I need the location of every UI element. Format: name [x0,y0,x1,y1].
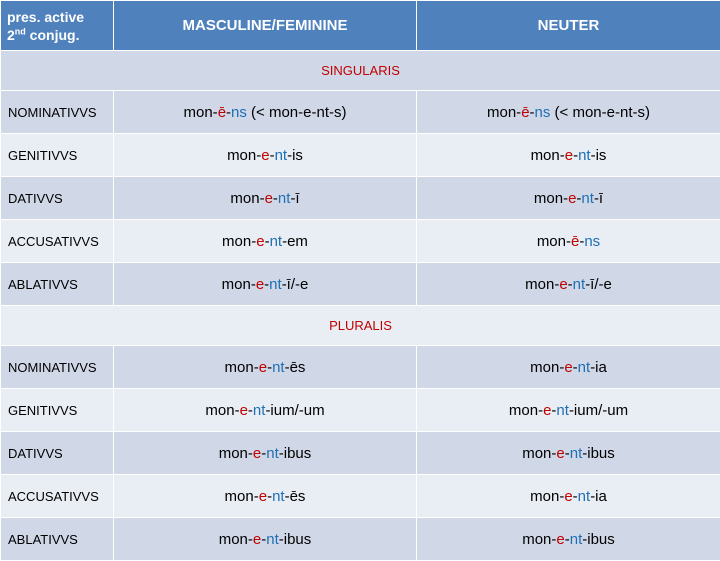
masculine-feminine-form [114,346,417,389]
case-row [1,389,720,432]
case-row [1,518,720,561]
case-row [1,475,720,518]
form-segment: -ibus [279,531,312,548]
neuter-form [417,134,720,177]
case-row [1,134,720,177]
participle-suffix: nt [266,445,279,462]
case-name: DATIVVS [1,177,114,220]
case-name: GENITIVVS [1,134,114,177]
participle-suffix: nt [573,276,586,293]
participle-suffix: ns [231,104,247,121]
form-segment: mon- [230,190,264,207]
form-segment: - [264,276,269,293]
participle-suffix: nt [570,445,583,462]
participle-suffix: nt [253,402,266,419]
form-segment: mon- [509,402,543,419]
section-label: SINGULARIS [1,51,720,91]
form-segment: mon- [225,359,259,376]
masculine-feminine-form [114,432,417,475]
form-segment: mon- [531,147,565,164]
form-segment: mon- [219,445,253,462]
thematic-vowel: e [568,190,576,207]
thematic-vowel: ē [571,233,579,250]
masculine-feminine-form [114,134,417,177]
form-segment: - [573,147,578,164]
form-segment: - [568,276,573,293]
form-segment: - [248,402,253,419]
case-name: ACCUSATIVVS [1,475,114,518]
form-segment: -ēs [285,488,306,505]
thematic-vowel: e [259,488,267,505]
masculine-feminine-form [114,263,417,306]
form-segment: - [226,104,231,121]
neuter-form [417,518,720,561]
form-segment: - [267,488,272,505]
form-segment: mon- [184,104,218,121]
form-segment: - [530,104,535,121]
thematic-vowel: e [559,276,567,293]
case-row [1,177,720,220]
masculine-feminine-form [114,177,417,220]
form-segment: -ēs [285,359,306,376]
form-segment: - [261,445,266,462]
form-segment: mon- [222,233,256,250]
form-segment: mon- [225,488,259,505]
neuter-form [417,91,720,134]
thematic-vowel: e [265,190,273,207]
case-name: ACCUSATIVVS [1,220,114,263]
neuter-form [417,346,720,389]
form-segment: -ibus [279,445,312,462]
thematic-vowel: e [253,445,261,462]
participle-suffix: ns [584,233,600,250]
form-segment: -ī [290,190,299,207]
corner-ordinal-suffix: nd [15,26,26,36]
form-segment: mon- [522,531,556,548]
participle-suffix: nt [272,359,285,376]
form-segment: mon- [227,147,261,164]
form-segment: - [551,402,556,419]
case-row [1,346,720,389]
form-segment: mon- [530,359,564,376]
thematic-vowel: e [543,402,551,419]
form-segment: mon- [525,276,559,293]
form-segment: -ibus [582,445,615,462]
case-name: ABLATIVVS [1,518,114,561]
form-segment: - [573,488,578,505]
column-header-neuter: NEUTER [417,1,720,51]
neuter-form [417,389,720,432]
participle-suffix: nt [578,147,591,164]
participle-suffix: nt [275,147,288,164]
form-segment: -ium/-um [569,402,628,419]
masculine-feminine-form [114,475,417,518]
form-segment: (< mon-e-nt-s) [247,104,347,121]
form-segment: -em [282,233,308,250]
form-segment: mon- [222,276,256,293]
participle-suffix: nt [556,402,569,419]
form-segment: - [270,147,275,164]
form-segment: -ī/-e [585,276,612,293]
participle-suffix: nt [578,359,591,376]
case-name: GENITIVVS [1,389,114,432]
form-segment: - [565,445,570,462]
thematic-vowel: ē [521,104,529,121]
corner-conjugation-label: conjug. [26,27,80,43]
form-segment: mon- [537,233,571,250]
form-segment: mon- [487,104,521,121]
case-row [1,432,720,475]
thematic-vowel: e [564,488,572,505]
declension-table-body [1,1,720,561]
thematic-vowel: e [240,402,248,419]
thematic-vowel: e [556,531,564,548]
header-row [1,1,720,51]
form-segment: mon- [530,488,564,505]
thematic-vowel: e [256,276,264,293]
form-segment: - [261,531,266,548]
form-segment: -ium/-um [265,402,324,419]
corner-title-line1: pres. active [7,9,84,25]
participle-suffix: nt [266,531,279,548]
neuter-form [417,432,720,475]
masculine-feminine-form [114,518,417,561]
participle-suffix: nt [578,488,591,505]
case-row [1,263,720,306]
form-segment: - [273,190,278,207]
form-segment: - [579,233,584,250]
form-segment: mon- [534,190,568,207]
form-segment: (< mon-e-nt-s) [550,104,650,121]
participle-suffix: nt [270,233,283,250]
neuter-form [417,220,720,263]
form-segment: mon- [219,531,253,548]
participle-suffix: nt [570,531,583,548]
thematic-vowel: e [259,359,267,376]
case-row [1,91,720,134]
participle-suffix: nt [272,488,285,505]
form-segment: - [576,190,581,207]
form-segment: -ia [590,359,607,376]
participle-suffix: nt [581,190,594,207]
thematic-vowel: e [565,147,573,164]
masculine-feminine-form [114,91,417,134]
case-name: DATIVVS [1,432,114,475]
participle-suffix: nt [269,276,282,293]
column-header-masculine-feminine: MASCULINE/FEMININE [114,1,417,51]
corner-title-line2 [7,27,79,43]
form-segment: -ibus [582,531,615,548]
case-name: NOMINATIVVS [1,91,114,134]
masculine-feminine-form [114,220,417,263]
form-segment: - [573,359,578,376]
form-segment: - [267,359,272,376]
case-name: NOMINATIVVS [1,346,114,389]
neuter-form [417,177,720,220]
thematic-vowel: e [564,359,572,376]
case-name: ABLATIVVS [1,263,114,306]
form-segment: - [565,531,570,548]
thematic-vowel: e [261,147,269,164]
form-segment: -ia [590,488,607,505]
corner-ordinal-number: 2 [7,27,15,43]
form-segment: -ī [594,190,603,207]
neuter-form [417,475,720,518]
form-segment: -is [287,147,303,164]
form-segment: mon- [205,402,239,419]
section-row [1,306,720,346]
participle-suffix: nt [278,190,291,207]
case-row [1,220,720,263]
form-segment: -ī/-e [282,276,309,293]
thematic-vowel: e [256,233,264,250]
thematic-vowel: e [253,531,261,548]
form-segment: mon- [522,445,556,462]
masculine-feminine-form [114,389,417,432]
section-row [1,51,720,91]
thematic-vowel: e [556,445,564,462]
form-segment: -is [591,147,607,164]
corner-cell [1,1,114,51]
section-label: PLURALIS [1,306,720,346]
thematic-vowel: ē [218,104,226,121]
neuter-form [417,263,720,306]
form-segment: - [265,233,270,250]
participle-suffix: ns [535,104,551,121]
